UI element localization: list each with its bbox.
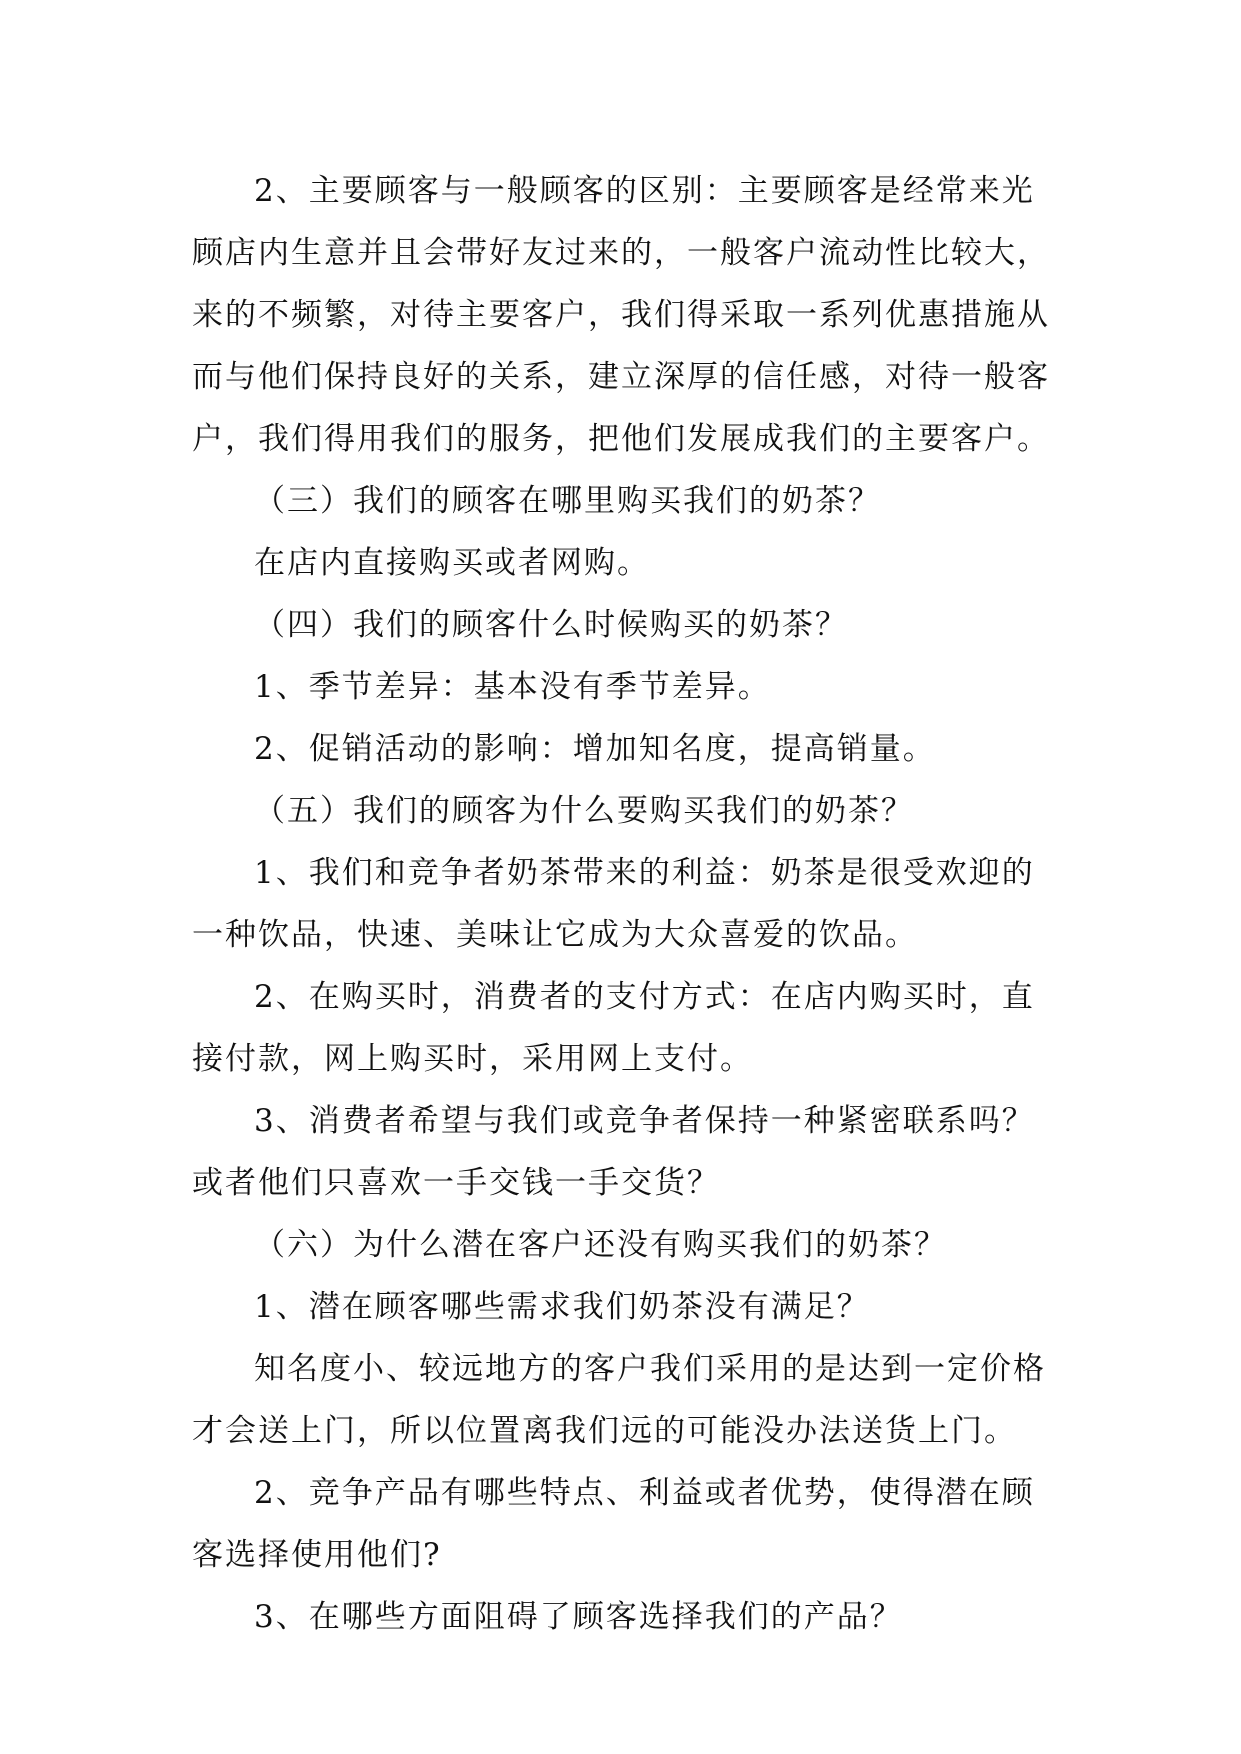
text-line: 3、消费者希望与我们或竞争者保持一种紧密联系吗？ [254, 1103, 1035, 1139]
text-line: 1、潜在顾客哪些需求我们奶茶没有满足？ [254, 1289, 870, 1325]
text-line: 在店内直接购买或者网购。 [254, 545, 650, 581]
text-line: 客选择使用他们? [192, 1537, 442, 1573]
text-line: 一种饮品，快速、美味让它成为大众喜爱的饮品。 [192, 917, 918, 953]
text-line: 3、在哪些方面阻碍了顾客选择我们的产品？ [254, 1599, 903, 1635]
heading-where-buy [192, 470, 1062, 532]
text-line: 2、主要顾客与一般顾客的区别：主要顾客是经常来光 [254, 173, 1035, 209]
paragraph-customer-types [192, 160, 1062, 470]
paragraph-delivery [192, 1338, 1062, 1462]
heading-text: （五）我们的顾客为什么要购买我们的奶茶？ [254, 793, 914, 829]
text-line: 2、竞争产品有哪些特点、利益或者优势，使得潜在顾 [254, 1475, 1035, 1511]
heading-text: （四）我们的顾客什么时候购买的奶茶？ [254, 607, 848, 643]
heading-text: （三）我们的顾客在哪里购买我们的奶茶？ [254, 483, 881, 519]
paragraph-where-buy [192, 532, 1062, 594]
heading-potential-customers [192, 1214, 1062, 1276]
paragraph-obstacles [192, 1586, 1062, 1648]
text-line: 知名度小、较远地方的客户我们采用的是达到一定价格 [254, 1351, 1046, 1387]
heading-why-buy [192, 780, 1062, 842]
paragraph-benefits [192, 842, 1062, 966]
heading-text: （六）为什么潜在客户还没有购买我们的奶茶？ [254, 1227, 947, 1263]
text-line: 1、我们和竞争者奶茶带来的利益：奶茶是很受欢迎的 [254, 855, 1035, 891]
text-line: 2、促销活动的影响：增加知名度，提高销量。 [254, 731, 936, 767]
paragraph-relationship [192, 1090, 1062, 1214]
text-line: 或者他们只喜欢一手交钱一手交货？ [192, 1165, 720, 1201]
text-line: 2、在购买时，消费者的支付方式：在店内购买时，直 [254, 979, 1035, 1015]
text-line: 而与他们保持良好的关系，建立深厚的信任感，对待一般客 [192, 359, 1050, 395]
heading-when-buy [192, 594, 1062, 656]
paragraph-competitors [192, 1462, 1062, 1586]
document-body [192, 160, 1062, 1648]
paragraph-unmet-needs [192, 1276, 1062, 1338]
paragraph-payment [192, 966, 1062, 1090]
text-line: 顾店内生意并且会带好友过来的，一般客户流动性比较大， [192, 235, 1050, 271]
text-line: 来的不频繁，对待主要客户，我们得采取一系列优惠措施从 [192, 297, 1050, 333]
text-line: 户，我们得用我们的服务，把他们发展成我们的主要客户。 [192, 421, 1050, 457]
text-line: 1、季节差异：基本没有季节差异。 [254, 669, 771, 705]
paragraph-promotion [192, 718, 1062, 780]
text-line: 接付款，网上购买时，采用网上支付。 [192, 1041, 753, 1077]
text-line: 才会送上门，所以位置离我们远的可能没办法送货上门。 [192, 1413, 1017, 1449]
paragraph-season [192, 656, 1062, 718]
